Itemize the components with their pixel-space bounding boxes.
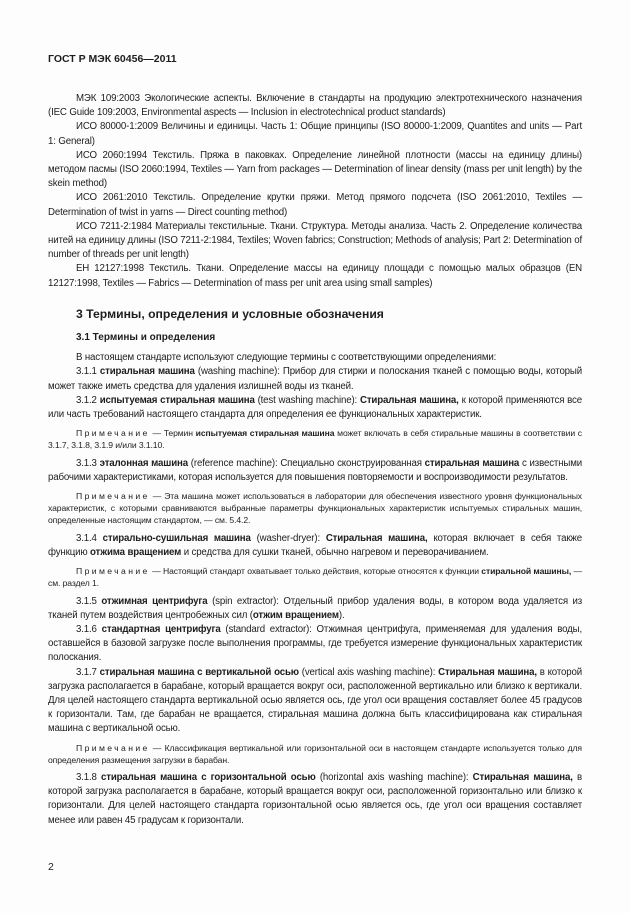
- term-number: 3.1.1: [76, 366, 100, 378]
- section-heading: 3 Термины, определения и условные обозначения: [76, 306, 384, 321]
- term-name: стиральная машина с вертикальной осью: [99, 666, 299, 678]
- note-paragraph: [48, 565, 582, 589]
- reference-entry: ИСО 80000-1:2009 Величины и единицы. Часть 1: Общие принципы (ISO 80000-1:2009, Quantites and units — Part 1: General): [48, 121, 582, 147]
- term-reference: Стиральная машина,: [359, 394, 459, 406]
- term-reference: отжим вращением: [252, 609, 339, 621]
- definition-text: которая включает в себя также функцию: [48, 532, 583, 558]
- reference-entry: ЕН 12127:1998 Текстиль. Ткани. Определение массы на единицу площади с помощью малых образцов (EN 12127:1998, Textiles — Fabrics — Determination of mass per unit area using small samples): [48, 263, 582, 289]
- term-definition-3-1-5: [48, 595, 582, 623]
- term-name: эталонная машина: [99, 457, 188, 469]
- note-text: — Настоящий стандарт охватывает только действия, которые относятся к функции: [149, 566, 482, 577]
- note-text: может включать в себя стиральные машины в соответствии с 3.1.7, 3.1.8, 3.1.9 и/или 3.1.10.: [48, 428, 582, 451]
- term-name: стирально-сушильная машина: [102, 532, 251, 544]
- term-definition-3-1-3: [48, 457, 582, 485]
- term-reference: Стиральная машина,: [325, 532, 428, 544]
- definition-text: к которой применяются все или часть требований настоящего стандарта для определения ее функциональных характеристик.: [48, 394, 582, 421]
- term-name: стиральная машина: [99, 366, 195, 378]
- document-body: [48, 92, 582, 828]
- term-definition-3-1-4: [48, 532, 582, 560]
- term-name: стиральная машина с горизонтальной осью: [101, 771, 316, 783]
- term-definition-3-1-7: [48, 666, 582, 737]
- term-reference: стиральная машина: [424, 457, 520, 469]
- term-number: 3.1.7: [76, 666, 100, 678]
- definition-text: и средства для сушки тканей, обычно нагревом и переворачиванием.: [181, 546, 489, 558]
- term-number: 3.1.2: [76, 394, 100, 406]
- term-number: 3.1.8: [76, 771, 102, 783]
- term-reference: стиральной машины,: [481, 566, 572, 577]
- term-definition-3-1-1: [48, 365, 582, 393]
- term-reference: Стиральная машина,: [472, 771, 573, 783]
- intro-paragraph: В настоящем стандарте используют следующие термины с соответствующими определениями:: [76, 352, 497, 364]
- definition-text: (standard extractor): Отжимная центрифуга, применяемая для удаления воды, оставшейся в базовой загрузке после выполнения программы, где требуется измерение функциональных характеристик полоскания.: [48, 623, 583, 664]
- note-label: Примечание: [76, 428, 150, 439]
- note-paragraph: [48, 427, 582, 451]
- document-header: ГОСТ Р МЭК 60456—2011: [48, 53, 177, 65]
- term-number: 3.1.4: [76, 532, 103, 544]
- definition-text: (washing machine): Прибор для стирки и полоскания тканей с помощью воды, который может также иметь средства для удаления излишней воды из тканей.: [48, 366, 582, 392]
- note-text: — Термин: [149, 428, 196, 439]
- term-name: отжимная центрифуга: [101, 595, 208, 607]
- reference-entry: ИСО 2061:2010 Текстиль. Определение крутки пряжи. Метод прямого подсчета (ISO 2061:2010, Textiles — Determination of twist in yarns — Direct counting method): [48, 192, 582, 218]
- definition-text: в которой загрузка располагается в барабане, который вращается вокруг оси, расположенной вертикально или близко к вертикали. Для целей настоящего стандарта вертикальной осью является ось, где угол оси вращения составляет более 45 градусов к горизонтали. Там, где барабан не вращается, стиральная машина должна быть классифицирована как стиральная машина с вертикальной осью.: [48, 666, 582, 735]
- term-name: испытуемая стиральная машина: [99, 394, 255, 406]
- definition-text: (horizontal axis washing machine):: [315, 771, 473, 783]
- term-reference: испытуемая стиральная машина: [195, 428, 335, 439]
- note-text: — см. раздел 1.: [48, 566, 582, 589]
- definition-text: с известными рабочими характеристиками, которая используется для повышения повторяемости и воспроизводимости результатов.: [48, 457, 582, 483]
- note-paragraph: [48, 742, 582, 766]
- definition-text: в которой загрузка располагается в барабане, который вращается вокруг оси, расположенной горизонтально или близко к горизонтали. Для целей настоящего стандарта горизонтальной осью является ось, где угол оси вращения составляет менее или равен 45 градусам к горизонтали.: [48, 771, 582, 826]
- term-name: стандартная центрифуга: [101, 623, 221, 635]
- reference-entry: МЭК 109:2003 Экологические аспекты. Включение в стандарты на продукцию электротехнического назначения (IEC Guide 109:2003, Environmental aspects — Inclusion in electrotechnical product standards): [48, 93, 582, 119]
- page-number: 2: [48, 861, 54, 873]
- note-text: — Эта машина может использоваться в лаборатории для обеспечения известного уровня функциональных характеристик, с которыми сравниваются выбранные параметры функциональных характеристик испытуемых стиральных машин, определенные настоящим стандартом, — см. 5.4.2.: [48, 491, 582, 526]
- note-label: Примечание: [76, 491, 150, 502]
- note-paragraph: [48, 490, 582, 527]
- term-number: 3.1.6: [76, 623, 102, 635]
- note-text: — Классификация вертикальной или горизонтальной оси в настоящем стандарте используется только для определения размещения загрузки в барабан.: [48, 742, 582, 765]
- reference-entry: ИСО 7211-2:1984 Материалы текстильные. Ткани. Структура. Методы анализа. Часть 2. Определение количества нитей на единицу длины (ISO 7211-2:1984, Textiles; Woven fabrics; Construction; Methods of analysis; Part 2: Determination of number of threads per unit length): [48, 220, 582, 261]
- term-reference: отжима вращением: [90, 546, 182, 558]
- reference-entry: ИСО 2060:1994 Текстиль. Пряжа в паковках. Определение линейной плотности (массы на единицу длины) методом пасмы (ISO 2060:1994, Textiles — Yarn from packages — Determination of linear density (mass per unit length) by the skein method): [48, 149, 582, 190]
- term-definition-3-1-6: [48, 623, 582, 666]
- definition-text: (reference machine): Специально сконструированная: [187, 457, 425, 469]
- term-number: 3.1.5: [76, 595, 102, 607]
- note-label: Примечание: [76, 742, 150, 753]
- subsection-heading: 3.1 Термины и определения: [76, 332, 216, 344]
- term-definition-3-1-8: [48, 771, 582, 828]
- term-reference: Стиральная машина,: [438, 666, 537, 678]
- definition-text: ).: [338, 609, 345, 621]
- definition-text: (washer-dryer):: [250, 532, 326, 544]
- definition-text: (test washing machine):: [254, 394, 360, 406]
- definition-text: (spin extractor): Отдельный прибор удаления воды, в котором вода удаляется из тканей путем воздействия центробежных сил (: [48, 595, 583, 621]
- term-definition-3-1-2: [48, 394, 582, 422]
- note-label: Примечание: [76, 566, 150, 577]
- term-number: 3.1.3: [76, 457, 100, 469]
- definition-text: (vertical axis washing machine):: [298, 666, 439, 678]
